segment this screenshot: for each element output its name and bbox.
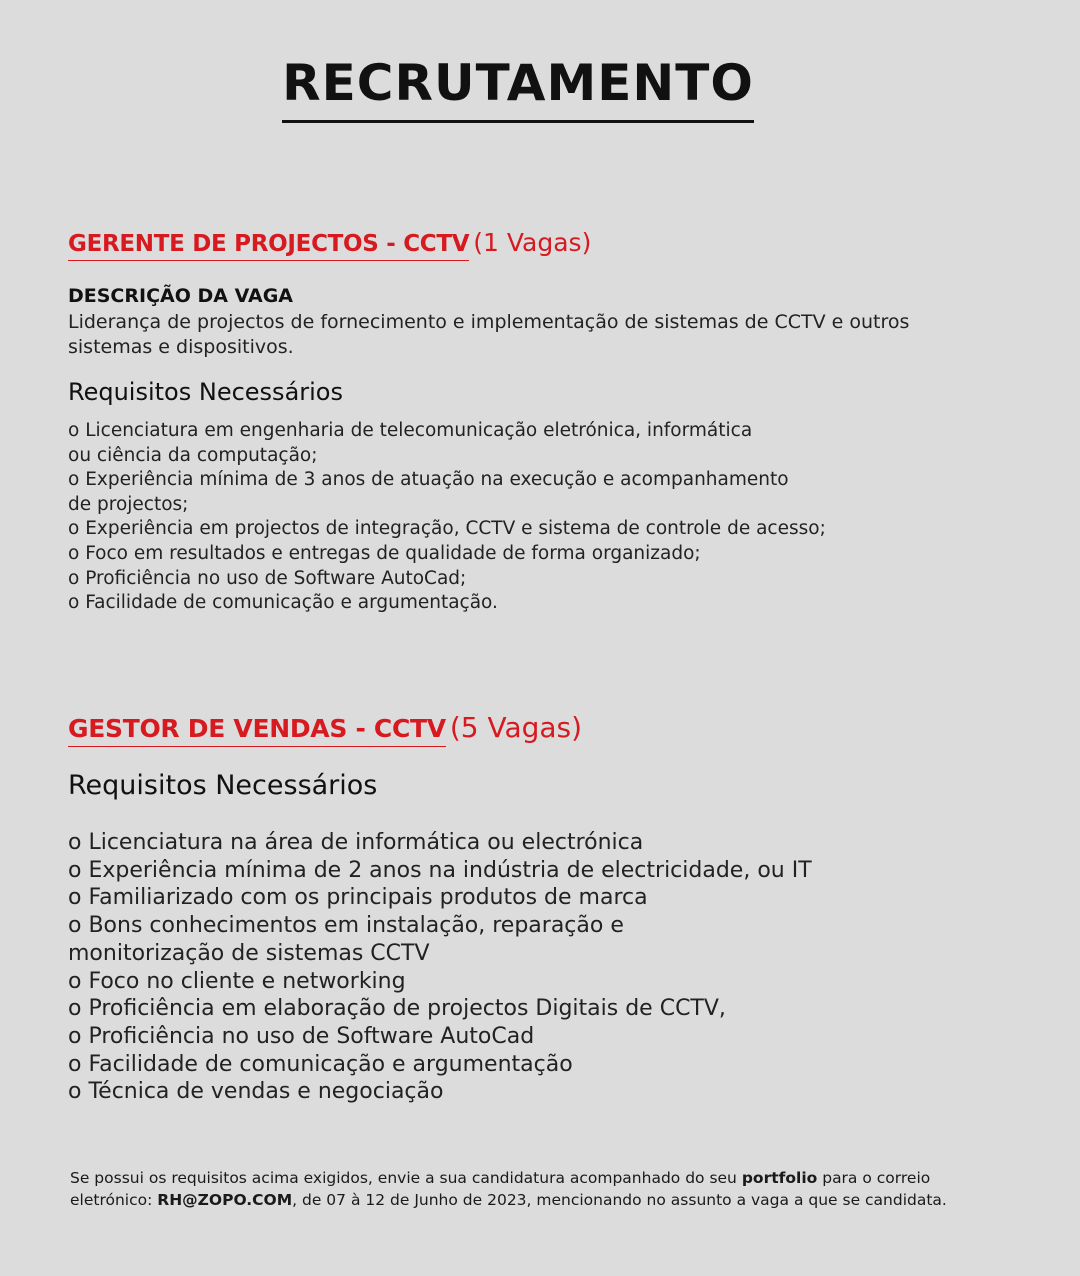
job-title: GERENTE DE PROJECTOS - CCTV: [68, 231, 469, 261]
description-label: DESCRIÇÃO DA VAGA: [68, 285, 294, 307]
requirements-list-job1: [68, 419, 826, 616]
application-instructions: [70, 1168, 990, 1211]
list-item: o Foco no cliente e networking: [68, 968, 406, 994]
list-item: o Facilidade de comunicação e argumentação: [68, 1051, 573, 1077]
list-item: o Experiência em projectos de integração, CCTV e sistema de controle de acesso;: [68, 518, 826, 540]
list-item: o Proficiência no uso de Software AutoCad;: [68, 567, 467, 589]
list-item: o Familiarizado com os principais produtos de marca: [68, 885, 648, 911]
list-item: o Técnica de vendas e negociação: [68, 1079, 444, 1105]
list-item: o Foco em resultados e entregas de qualidade de forma organizado;: [68, 542, 701, 564]
list-item: o Proficiência no uso de Software AutoCad: [68, 1023, 535, 1049]
list-item: o Licenciatura na área de informática ou electrónica: [68, 830, 644, 855]
page-title: RECRUTAMENTO: [282, 58, 754, 123]
header: [0, 54, 1036, 123]
list-item: de projectos;: [68, 493, 189, 515]
list-item: o Experiência mínima de 2 anos na indústria de electricidade, ou IT: [68, 857, 812, 883]
job-heading-gestor-vendas: [68, 711, 582, 747]
list-item: ou ciência da computação;: [68, 444, 318, 466]
list-item: o Proficiência em elaboração de projectos Digitais de CCTV,: [68, 996, 726, 1022]
footer-email-prefix: para o correio eletrónico:: [70, 1169, 931, 1209]
job-title: GESTOR DE VENDAS - CCTV: [68, 714, 446, 747]
list-item: o Facilidade de comunicação e argumentação.: [68, 592, 498, 614]
footer-portfolio: portfolio: [741, 1169, 818, 1187]
footer-rest: , de 07 à 12 de Junho de 2023, mencionando no assunto a vaga a que se candidata.: [292, 1190, 947, 1209]
contact-email: RH@ZOPO.COM: [157, 1190, 293, 1209]
requirements-heading: Requisitos Necessários: [68, 378, 343, 406]
requirements-list-job2: [68, 829, 812, 1106]
requirements-heading: Requisitos Necessários: [68, 770, 378, 801]
list-item: o Licenciatura em engenharia de telecomunicação eletrónica, informática: [68, 420, 753, 441]
footer-intro: Se possui os requisitos acima exigidos, envie a sua candidatura acompanhado do seu: [70, 1169, 742, 1187]
list-item: o Bons conhecimentos em instalação, reparação e: [68, 913, 624, 939]
job-openings: (1 Vagas): [473, 228, 592, 257]
job-heading-gerente-projectos: [68, 228, 591, 261]
job-openings: (5 Vagas): [449, 711, 583, 744]
list-item: o Experiência mínima de 3 anos de atuação na execução e acompanhamento: [68, 469, 789, 491]
list-item: monitorização de sistemas CCTV: [68, 940, 430, 966]
job-description: Liderança de projectos de fornecimento e implementação de sistemas de CCTV e outros sistemas e dispositivos.: [68, 311, 910, 358]
